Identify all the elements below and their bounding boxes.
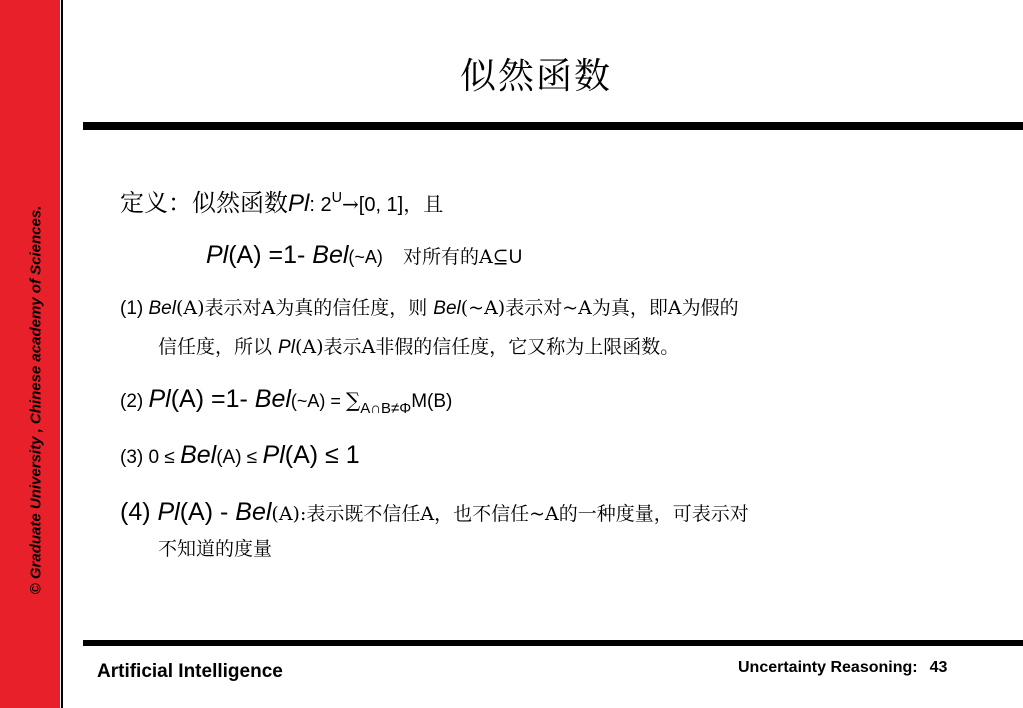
item-3-bel: Bel bbox=[180, 441, 217, 469]
sum-condition: A∩B≠Φ bbox=[360, 400, 412, 417]
item-2-pl: Pl bbox=[148, 385, 171, 413]
footer-rule bbox=[83, 640, 1023, 646]
formula-arg2: (~A) bbox=[348, 247, 383, 267]
formula-forall: 对所有的A bbox=[402, 246, 493, 268]
mapping-sup: U bbox=[331, 190, 342, 206]
sidebar-divider bbox=[61, 0, 63, 708]
item-2-bel: Bel bbox=[254, 385, 291, 413]
item-2-text-b: (~A) = bbox=[290, 391, 346, 411]
item-4-text-a: (A) - bbox=[179, 498, 236, 526]
item-1-text-a: (A)表示对A为真的信任度，则 bbox=[175, 297, 434, 319]
footer-section-label: Uncertainty Reasoning: bbox=[738, 659, 918, 676]
copyright-text: © Graduate University , Chinese academy of Sciences. bbox=[27, 205, 45, 595]
formula-arg: (A) =1- bbox=[228, 241, 313, 269]
item-4-line-2-text: 不知道的度量 bbox=[158, 538, 273, 560]
footer-section bbox=[738, 659, 947, 677]
item-4-line-2 bbox=[158, 534, 272, 561]
item-2-text-c: M(B) bbox=[411, 391, 453, 412]
sum-symbol: ∑ bbox=[345, 388, 361, 412]
item-1-line-2-a: 信任度，所以 bbox=[158, 336, 279, 358]
item-1-bel-a: Bel bbox=[148, 298, 176, 319]
item-3-text-a: (A) ≤ bbox=[216, 447, 263, 468]
arrow-icon: → bbox=[342, 192, 359, 216]
pl-symbol: Pl bbox=[288, 190, 310, 217]
item-1-pl: Pl bbox=[278, 337, 295, 358]
formula-u: U bbox=[508, 247, 523, 268]
item-1-line-2 bbox=[158, 332, 679, 359]
item-4-prefix: (4) bbox=[120, 498, 158, 526]
item-2-text-a: (A) =1- bbox=[170, 385, 255, 413]
footer-course: Artificial Intelligence bbox=[97, 661, 283, 682]
item-3-line bbox=[120, 440, 360, 470]
formula-line bbox=[206, 240, 522, 270]
title-rule bbox=[83, 122, 1023, 130]
item-1-line-2-b: (A)表示A非假的信任度，它又称为上限函数。 bbox=[294, 336, 680, 358]
formula-pl: Pl bbox=[206, 241, 229, 269]
item-3-pl: Pl bbox=[262, 441, 285, 469]
slide-title: 似然函数 bbox=[460, 56, 613, 97]
formula-bel: Bel bbox=[312, 241, 349, 269]
mapping-text: : 2 bbox=[309, 194, 332, 216]
item-1-prefix: (1) bbox=[120, 298, 149, 319]
item-2-line bbox=[120, 384, 452, 417]
item-4-pl: Pl bbox=[157, 498, 180, 526]
definition-line bbox=[120, 183, 443, 218]
range-text: [0, 1] bbox=[358, 194, 404, 216]
definition-prefix: 定义：似然函数 bbox=[120, 189, 288, 217]
item-4-text-b: (A):表示既不信任A，也不信任~A的一种度量，可表示对 bbox=[271, 503, 749, 525]
subset-symbol: ⊆ bbox=[492, 246, 509, 268]
item-1-bel-b: Bel bbox=[433, 298, 461, 319]
item-1-text-b: (~A)表示对~A为真，即A为假的 bbox=[460, 297, 739, 319]
item-4-line-1 bbox=[120, 497, 749, 527]
page-number: 43 bbox=[929, 659, 948, 676]
item-3-prefix: (3) 0 ≤ bbox=[120, 447, 181, 468]
item-2-prefix: (2) bbox=[120, 391, 149, 412]
item-3-text-b: (A) ≤ 1 bbox=[284, 441, 360, 469]
item-1-line-1 bbox=[120, 293, 739, 320]
item-4-bel: Bel bbox=[235, 498, 272, 526]
definition-suffix: ，且 bbox=[403, 192, 444, 216]
